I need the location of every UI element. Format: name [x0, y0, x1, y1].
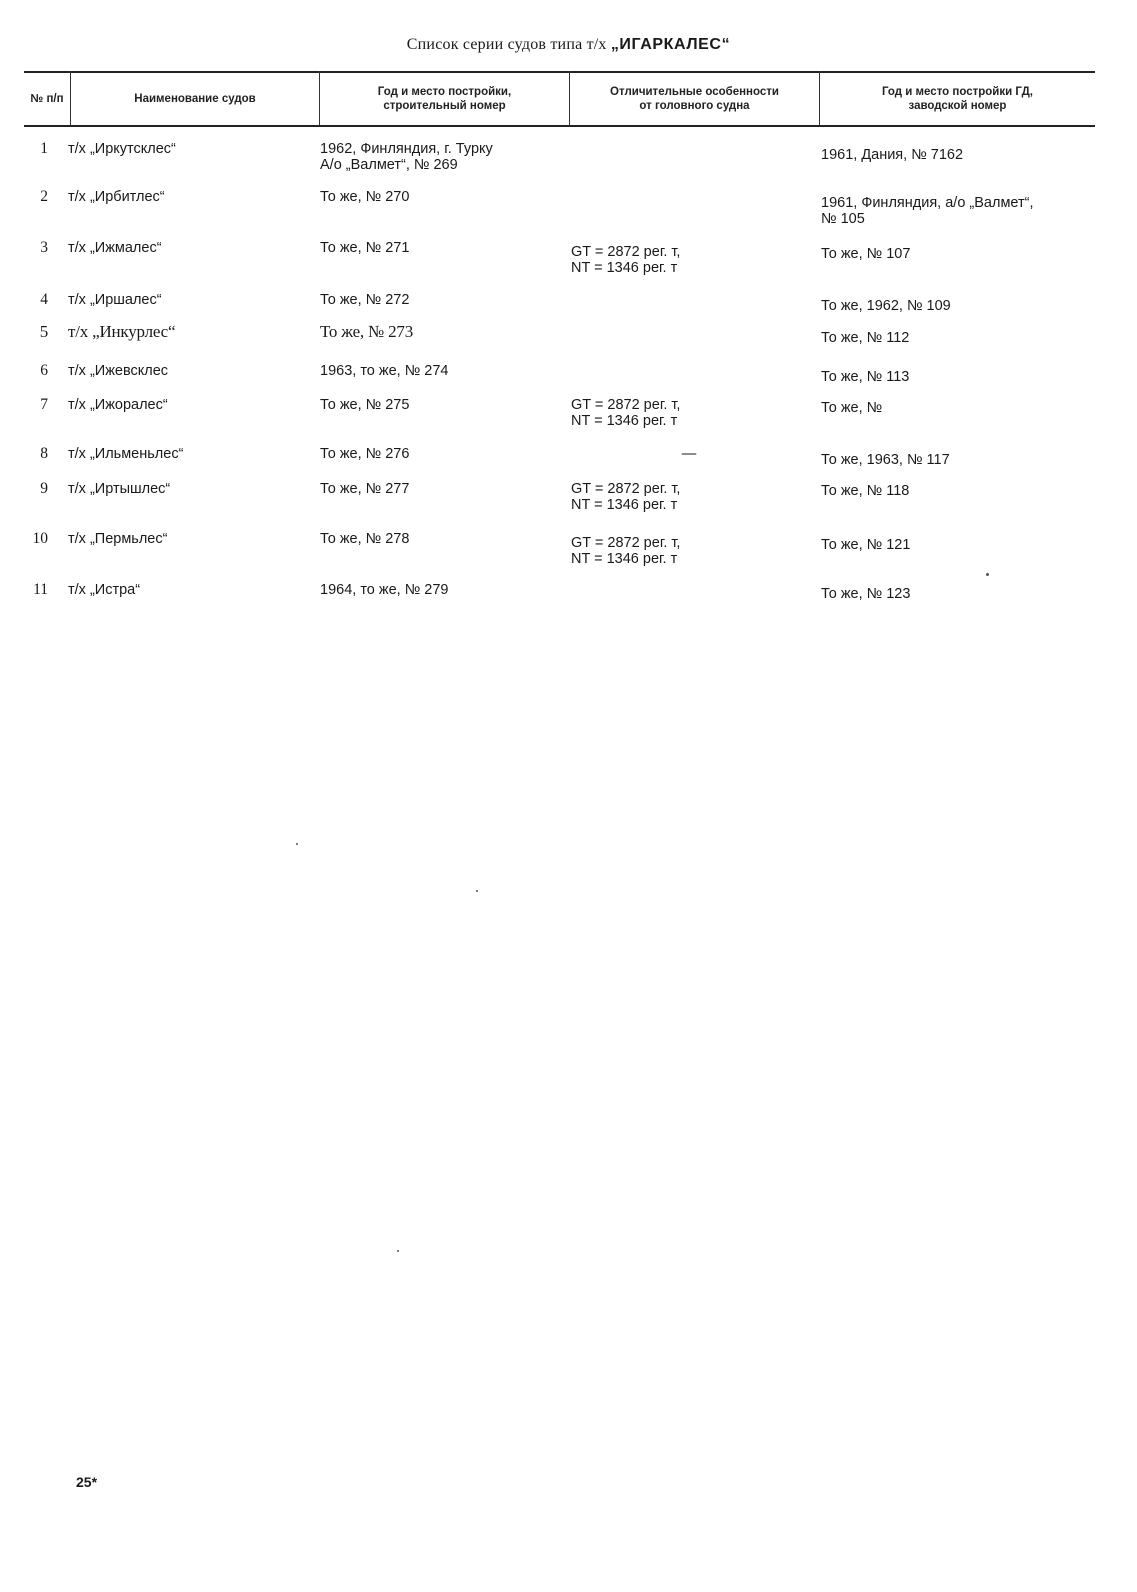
- row-number: 3: [40, 239, 48, 256]
- scan-speck: [986, 573, 989, 576]
- engine-info: То же, № 107: [821, 246, 911, 262]
- ship-name: т/х „Ирбитлес“: [68, 189, 165, 205]
- row-number: 1: [40, 140, 48, 157]
- header-engine-info: Год и место постройки ГД, заводской номер: [881, 86, 1034, 112]
- engine-info: 1961, Финляндия, а/о „Валмет“, № 105: [821, 195, 1034, 227]
- scan-speck: [296, 843, 298, 845]
- ship-name: т/х „Истра“: [68, 582, 141, 598]
- row-number: 2: [40, 188, 48, 205]
- build-info: То же, № 275: [320, 397, 410, 413]
- build-info: То же, № 278: [320, 531, 410, 547]
- engine-info: То же, 1962, № 109: [821, 298, 951, 314]
- ship-name: т/х „Иркутсклес“: [68, 141, 176, 157]
- row-number: 7: [40, 396, 48, 413]
- row-number: 5: [39, 322, 48, 341]
- ship-name: т/х „Ижевсклес: [68, 363, 169, 379]
- engine-info: То же, № 112: [821, 330, 910, 346]
- differences: GT = 2872 рег. т, NT = 1346 рег. т: [571, 244, 681, 276]
- ship-name: т/х „Ильменьлес“: [68, 446, 184, 462]
- build-info: То же, № 270: [320, 189, 410, 205]
- build-info: То же, № 277: [320, 481, 410, 497]
- engine-info: То же, № 123: [821, 586, 911, 602]
- ship-name: т/х „Пермьлес“: [68, 531, 168, 547]
- engine-info: То же, № 121: [821, 537, 911, 553]
- engine-info: То же, № 118: [821, 483, 910, 499]
- ship-name: т/х „Ижмалес“: [68, 240, 162, 256]
- ship-name: т/х „Иртышлес“: [68, 481, 171, 497]
- row-number: 11: [33, 581, 48, 598]
- engine-info: То же, № 113: [821, 369, 910, 385]
- differences: —: [681, 446, 697, 462]
- header-number: № п/п: [30, 93, 64, 105]
- differences: GT = 2872 рег. т, NT = 1346 рег. т: [571, 397, 681, 429]
- build-info: То же, № 273: [320, 322, 413, 341]
- ship-name: т/х „Инкурлес“: [68, 322, 176, 341]
- header-build-info: Год и место постройки, строительный номер: [377, 86, 512, 112]
- differences: GT = 2872 рег. т, NT = 1346 рег. т: [571, 535, 681, 567]
- row-number: 8: [40, 445, 48, 462]
- header-ship-name: Наименование судов: [134, 93, 256, 105]
- scan-speck: [476, 890, 478, 892]
- header-differences: Отличительные особенности от головного судна: [610, 86, 779, 112]
- page-title-prefix: Список серии судов типа т/х: [406, 36, 611, 53]
- build-info: 1962, Финляндия, г. Турку А/о „Валмет“, № 269: [320, 141, 493, 173]
- row-number: 6: [40, 362, 48, 379]
- build-info: 1964, то же, № 279: [320, 582, 449, 598]
- ship-name: т/х „Ижоралес“: [68, 397, 168, 413]
- build-info: 1963, то же, № 274: [320, 363, 449, 379]
- row-number: 4: [40, 291, 48, 308]
- row-number: 9: [40, 480, 48, 497]
- page-title-ship-name: „ИГАРКАЛЕС“: [610, 36, 731, 53]
- page-title: [0, 36, 1137, 54]
- engine-info: 1961, Дания, № 7162: [821, 147, 964, 163]
- differences: GT = 2872 рег. т, NT = 1346 рег. т: [571, 481, 681, 513]
- scan-speck: [397, 1250, 399, 1252]
- build-info: То же, № 271: [320, 240, 410, 256]
- row-number: 10: [32, 530, 48, 547]
- ship-name: т/х „Иршалес“: [68, 292, 162, 308]
- build-info: То же, № 272: [320, 292, 410, 308]
- build-info: То же, № 276: [320, 446, 410, 462]
- engine-info: То же, №: [821, 400, 883, 416]
- page-number: 25*: [76, 1474, 98, 1490]
- engine-info: То же, 1963, № 117: [821, 452, 950, 468]
- table-header-bottom-rule: [24, 125, 1095, 127]
